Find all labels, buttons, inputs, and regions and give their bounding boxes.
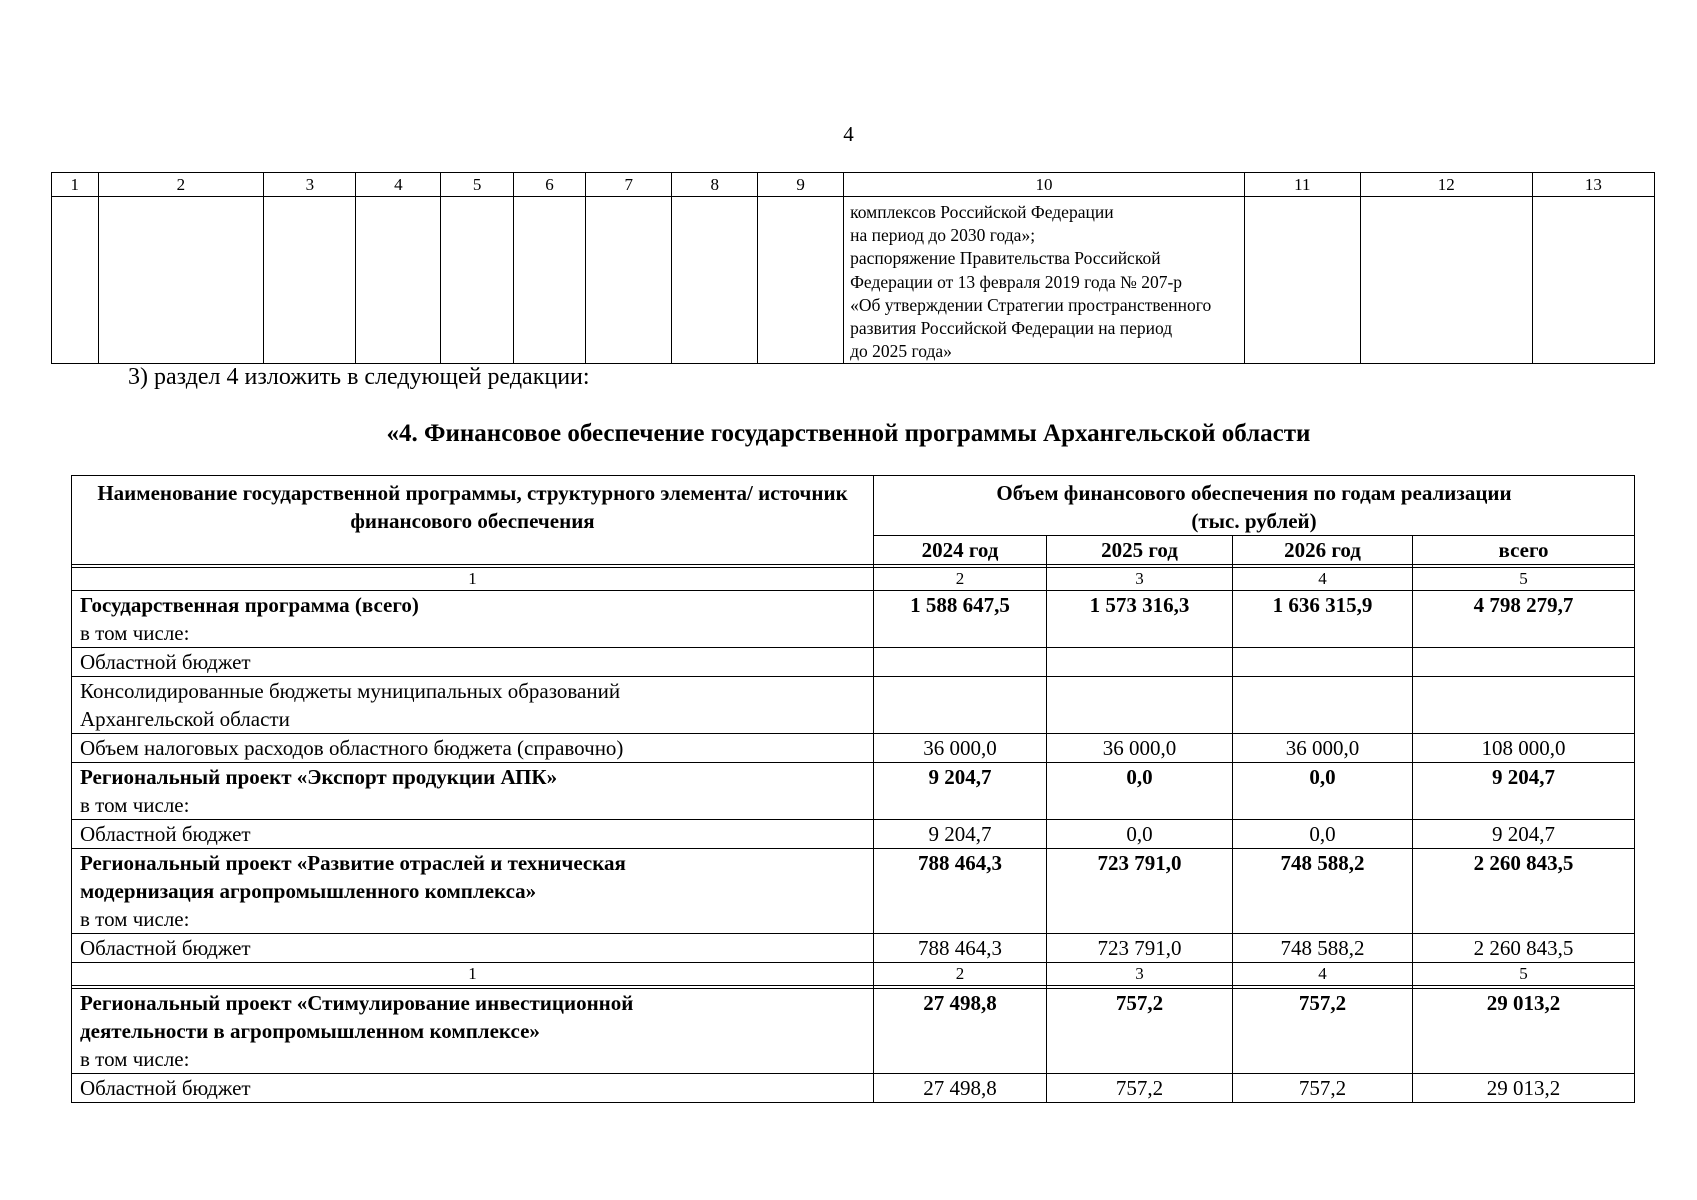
table-row: [72, 591, 1635, 648]
value-2024: 27 498,8: [874, 989, 1047, 1074]
table-row: [72, 1074, 1635, 1103]
column-number: 4: [1233, 568, 1413, 591]
column-number: 10: [844, 173, 1245, 197]
empty-cell: [264, 197, 356, 364]
table-row: [72, 763, 1635, 820]
header-name-column: Наименование государственной программы, структурного элемента/ источник финансового обеспечения: [72, 476, 874, 565]
value-2026: 757,2: [1233, 989, 1413, 1074]
section-heading: «4. Финансовое обеспечение государственной программы Архангельской области: [386, 420, 1311, 447]
empty-cell: [52, 197, 99, 364]
empty-cell: [1532, 197, 1654, 364]
column-number-row: [72, 568, 1635, 591]
value-2026: 36 000,0: [1233, 734, 1413, 763]
instruction-text: 3) раздел 4 изложить в следующей редакции:: [128, 364, 590, 390]
column-number: 12: [1360, 173, 1532, 197]
empty-cell: [441, 197, 513, 364]
table-row: [72, 648, 1635, 677]
row-name: Государственная программа (всего): [80, 593, 419, 617]
empty-cell: [98, 197, 264, 364]
value-2025: [1047, 648, 1233, 677]
column-number: 9: [758, 173, 844, 197]
column-number: 5: [1413, 963, 1635, 986]
value-2026: 0,0: [1233, 820, 1413, 849]
value-2026: 757,2: [1233, 1074, 1413, 1103]
row-note: в том числе:: [80, 793, 190, 817]
value-2025: 757,2: [1047, 989, 1233, 1074]
empty-cell: [513, 197, 585, 364]
column-number: 1: [52, 173, 99, 197]
row-name-cell: [72, 849, 874, 934]
continuation-row: [52, 197, 1655, 364]
legal-basis-line: до 2025 года»: [850, 341, 952, 362]
value-2024: 788 464,3: [874, 934, 1047, 963]
column-number: 5: [441, 173, 513, 197]
value-2024: 36 000,0: [874, 734, 1047, 763]
row-name-cell: [72, 763, 874, 820]
value-2025: 723 791,0: [1047, 849, 1233, 934]
row-name: Региональный проект «Экспорт продукции АПК»: [80, 765, 558, 789]
value-total: 29 013,2: [1413, 1074, 1635, 1103]
value-2025: 723 791,0: [1047, 934, 1233, 963]
column-number: 4: [1233, 963, 1413, 986]
empty-cell: [1360, 197, 1532, 364]
empty-cell: [586, 197, 672, 364]
row-name: Областной бюджет: [72, 934, 874, 963]
column-number: 2: [874, 568, 1047, 591]
table-row: [72, 934, 1635, 963]
value-2024: [874, 648, 1047, 677]
value-2025: 0,0: [1047, 820, 1233, 849]
empty-cell: [758, 197, 844, 364]
legal-basis-line: развития Российской Федерации на период: [850, 318, 1173, 339]
column-number: 4: [356, 173, 441, 197]
column-number-row: [52, 173, 1655, 197]
value-total: 9 204,7: [1413, 763, 1635, 820]
value-total: 2 260 843,5: [1413, 849, 1635, 934]
column-number: 6: [513, 173, 585, 197]
row-name-line: Архангельской области: [80, 707, 290, 731]
value-total: 29 013,2: [1413, 989, 1635, 1074]
table-row: [72, 989, 1635, 1074]
header-volume: [874, 476, 1635, 536]
header-year-2024: 2024 год: [874, 536, 1047, 565]
value-2026: 748 588,2: [1233, 934, 1413, 963]
column-number: 5: [1413, 568, 1635, 591]
column-number: 2: [98, 173, 264, 197]
value-2025: [1047, 677, 1233, 734]
column-number: 1: [72, 568, 874, 591]
header-year-2026: 2026 год: [1233, 536, 1413, 565]
row-note: в том числе:: [80, 621, 190, 645]
table-row: [72, 849, 1635, 934]
column-number-row: [72, 963, 1635, 986]
column-number: 3: [264, 173, 356, 197]
value-total: 2 260 843,5: [1413, 934, 1635, 963]
value-2024: 9 204,7: [874, 763, 1047, 820]
row-note: в том числе:: [80, 907, 190, 931]
column-number: 11: [1244, 173, 1360, 197]
value-2024: 788 464,3: [874, 849, 1047, 934]
column-number: 13: [1532, 173, 1654, 197]
value-total: 9 204,7: [1413, 820, 1635, 849]
row-name: Областной бюджет: [72, 648, 874, 677]
value-2024: 1 588 647,5: [874, 591, 1047, 648]
value-2024: [874, 677, 1047, 734]
row-name: Областной бюджет: [72, 1074, 874, 1103]
column-number: 7: [586, 173, 672, 197]
value-2025: 0,0: [1047, 763, 1233, 820]
column-number: 3: [1047, 963, 1233, 986]
value-2026: 0,0: [1233, 763, 1413, 820]
legal-basis-line: на период до 2030 года»;: [850, 225, 1036, 246]
column-number: 8: [672, 173, 758, 197]
page-number: 4: [843, 122, 854, 146]
value-2024: 9 204,7: [874, 820, 1047, 849]
continuation-table: [51, 172, 1655, 364]
table-row: [72, 734, 1635, 763]
table-row: [72, 820, 1635, 849]
value-2025: 757,2: [1047, 1074, 1233, 1103]
column-number: 2: [874, 963, 1047, 986]
row-name-line: модернизация агропромышленного комплекса»: [80, 879, 537, 903]
row-name-line: Региональный проект «Развитие отраслей и техническая: [80, 851, 626, 875]
value-2026: 748 588,2: [1233, 849, 1413, 934]
value-total: 108 000,0: [1413, 734, 1635, 763]
header-volume-line1: Объем финансового обеспечения по годам реализации: [996, 481, 1512, 505]
value-2026: [1233, 648, 1413, 677]
row-name: Областной бюджет: [72, 820, 874, 849]
empty-cell: [1244, 197, 1360, 364]
table-row: [72, 677, 1635, 734]
row-name-cell: [72, 591, 874, 648]
legal-basis-line: «Об утверждении Стратегии пространственного: [850, 294, 1212, 315]
row-name-cell: [72, 677, 874, 734]
column-number: 3: [1047, 568, 1233, 591]
legal-basis-line: распоряжение Правительства Российской: [850, 248, 1161, 269]
legal-basis-cell: [844, 197, 1245, 364]
value-2025: 36 000,0: [1047, 734, 1233, 763]
value-2025: 1 573 316,3: [1047, 591, 1233, 648]
value-2026: 1 636 315,9: [1233, 591, 1413, 648]
header-year-2025: 2025 год: [1047, 536, 1233, 565]
row-name: Объем налоговых расходов областного бюджета (справочно): [72, 734, 874, 763]
value-total: 4 798 279,7: [1413, 591, 1635, 648]
row-name-line: деятельности в агропромышленном комплексе»: [80, 1019, 540, 1043]
row-note: в том числе:: [80, 1047, 190, 1071]
header-volume-line2: (тыс. рублей): [1191, 509, 1317, 533]
row-name-line: Региональный проект «Стимулирование инвестиционной: [80, 991, 634, 1015]
finance-table: [71, 475, 1635, 1103]
value-2024: 27 498,8: [874, 1074, 1047, 1103]
value-total: [1413, 677, 1635, 734]
row-name-cell: [72, 989, 874, 1074]
legal-basis-line: Федерации от 13 февраля 2019 года № 207-р: [850, 271, 1183, 292]
empty-cell: [356, 197, 441, 364]
value-2026: [1233, 677, 1413, 734]
legal-basis-line: комплексов Российской Федерации: [850, 202, 1114, 222]
value-total: [1413, 648, 1635, 677]
row-name-line: Консолидированные бюджеты муниципальных образований: [80, 679, 621, 703]
header-total: всего: [1413, 536, 1635, 565]
column-number: 1: [72, 963, 874, 986]
empty-cell: [672, 197, 758, 364]
